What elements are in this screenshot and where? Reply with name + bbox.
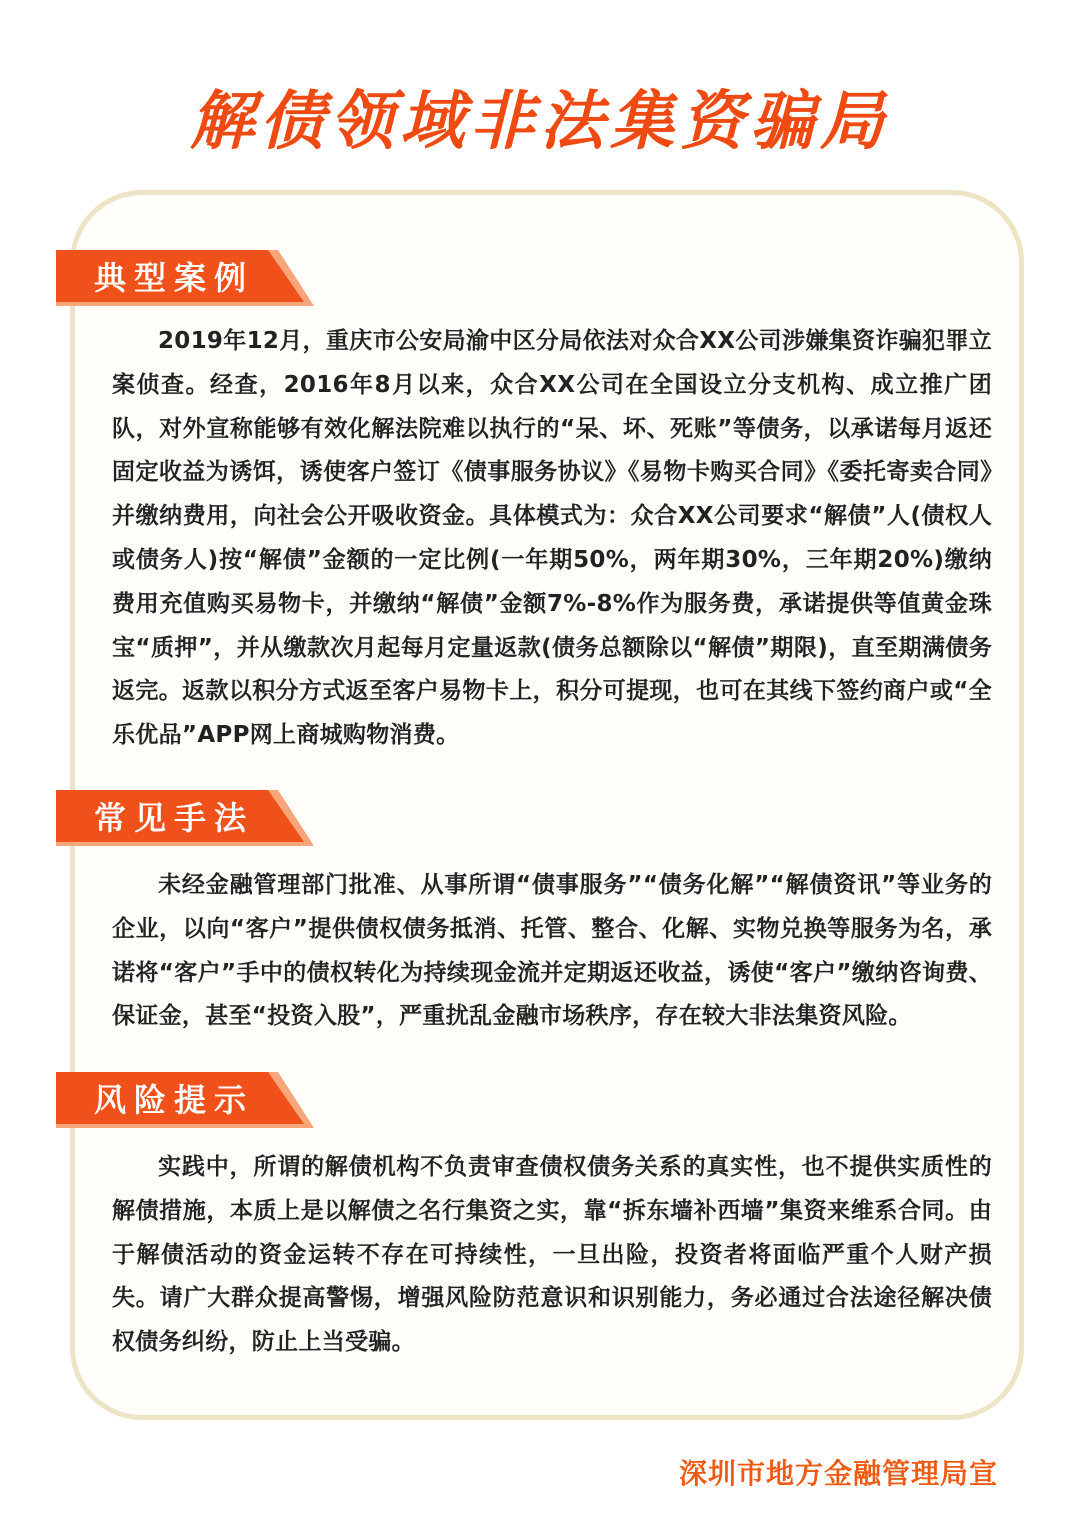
section-body-risk-warning: 实践中，所谓的解债机构不负责审查债权债务关系的真实性，也不提供实质性的解债措施，本质上是以解债之名行集资之实，靠“拆东墙补西墙”集资来维系合同。由于解债活动的资金运转不存在可持续性，一旦出险，投资者将面临严重个人财产损失。请广大群众提高警惕，增强风险防范意识和识别能力，务必通过合法途径解决债权债务纠纷，防止上当受骗。 bbox=[112, 1154, 992, 1356]
section-heading: 常见手法 bbox=[94, 799, 255, 837]
section-body-common-methods: 未经金融管理部门批准、从事所谓“债事服务”“债务化解”“解债资讯”等业务的企业，以向“客户”提供债权债务抵消、托管、整合、化解、实物兑换等服务为名，承诺将“客户”手中的债权转化为持续现金流并定期返还收益，诱使“客户”缴纳咨询费、保证金，甚至“投资入股”，严重扰乱金融市场秩序，存在较大非法集资风险。 bbox=[112, 872, 992, 1030]
footer-credit: 深圳市地方金融管理局宣 bbox=[678, 1457, 998, 1490]
section-tab-common-methods bbox=[56, 790, 314, 846]
section-tab-risk-warning bbox=[56, 1072, 314, 1128]
section-body-typical-case: 2019年12月，重庆市公安局渝中区分局依法对众合XX公司涉嫌集资诈骗犯罪立案侦查。经查，2016年8月以来，众合XX公司在全国设立分支机构、成立推广团队，对外宣称能够有效化解法院难以执行的“呆、坏、死账”等债务，以承诺每月返还固定收益为诱饵，诱使客户签订《债事服务协议》《易物卡购买合同》《委托寄卖合同》并缴纳费用，向社会公开吸收资金。具体模式为：众合XX公司要求“解债”人(债权人或债务人)按“解债”金额的一定比例(一年期50%，两年期30%，三年期20%)缴纳费用充值购买易物卡，并缴纳“解债”金额7%-8%作为服务费，承诺提供等值黄金珠宝“质押”，并从缴款次月起每月定量返款(债务总额除以“解债”期限)，直至期满债务返完。返款以积分方式返至客户易物卡上，积分可提现，也可在其线下签约商户或“全乐优品”APP网上商城购物消费。 bbox=[112, 328, 992, 749]
section-heading: 典型案例 bbox=[94, 259, 255, 297]
section-tab-typical-case bbox=[56, 250, 314, 306]
section-heading: 风险提示 bbox=[94, 1081, 255, 1119]
page-title: 解债领域非法集资骗局 bbox=[190, 85, 890, 159]
